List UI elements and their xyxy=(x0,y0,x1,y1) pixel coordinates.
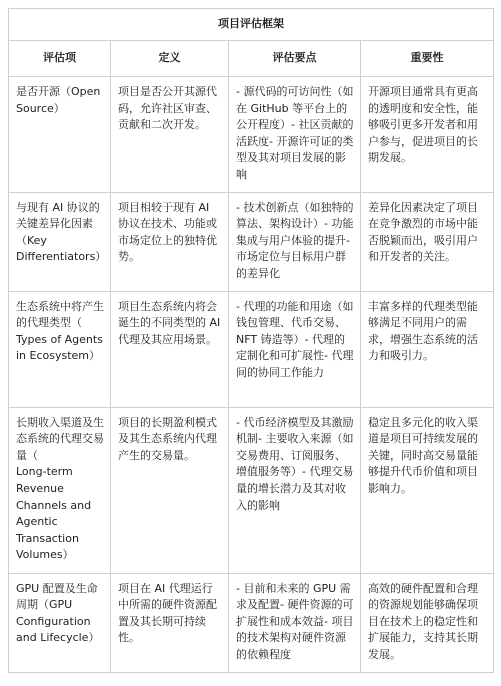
column-header-item: 评估项 xyxy=(9,41,111,77)
column-header-key-points: 评估要点 xyxy=(229,41,361,77)
cell-item: GPU 配置及生命周期（GPU Configuration and Lifecycle） xyxy=(9,573,111,672)
table-row xyxy=(9,77,494,193)
cell-definition: 项目是否公开其源代码，允许社区审查、贡献和二次开发。 xyxy=(111,77,229,193)
cell-definition: 项目相较于现有 AI 协议在技术、功能或市场定位上的独特优势。 xyxy=(111,192,229,291)
cell-key-points: - 源代码的可访问性（如在 GitHub 等平台上的公开程度）- 社区贡献的活跃度- 开源许可证的类型及其对项目发展的影响 xyxy=(229,77,361,193)
cell-key-points: - 代理的功能和用途（如钱包管理、代币交易、NFT 铸造等）- 代理的定制化和可扩展性- 代理间的协同工作能力 xyxy=(229,291,361,407)
column-header-definition: 定义 xyxy=(111,41,229,77)
cell-key-points: - 技术创新点（如独特的算法、架构设计）- 功能集成与用户体验的提升- 市场定位与目标用户群的差异化 xyxy=(229,192,361,291)
table-row xyxy=(9,573,494,672)
table-row xyxy=(9,291,494,407)
evaluation-framework-table xyxy=(8,8,494,673)
cell-item: 长期收入渠道及生态系统的代理交易量（ Long-term Revenue Channels and Agentic Transaction Volumes） xyxy=(9,407,111,573)
evaluation-framework-table-wrapper xyxy=(8,8,493,673)
cell-importance: 开源项目通常具有更高的透明度和安全性，能够吸引更多开发者和用户参与，促进项目的长期发展。 xyxy=(361,77,494,193)
cell-item: 与现有 AI 协议的关键差异化因素（Key Differentiators） xyxy=(9,192,111,291)
cell-key-points: - 代币经济模型及其激励机制- 主要收入来源（如交易费用、订阅服务、增值服务等）- 代理交易量的增长潜力及其对收入的影响 xyxy=(229,407,361,573)
cell-definition: 项目在 AI 代理运行中所需的硬件资源配置及其长期可持续性。 xyxy=(111,573,229,672)
cell-key-points: - 目前和未来的 GPU 需求及配置- 硬件资源的可扩展性和成本效益- 项目的技术架构对硬件资源的依赖程度 xyxy=(229,573,361,672)
cell-importance: 丰富多样的代理类型能够满足不同用户的需求，增强生态系统的活力和吸引力。 xyxy=(361,291,494,407)
cell-importance: 稳定且多元化的收入渠道是项目可持续发展的关键，同时高交易量能够提升代币价值和项目影响力。 xyxy=(361,407,494,573)
table-row xyxy=(9,192,494,291)
cell-importance: 高效的硬件配置和合理的资源规划能够确保项目在技术上的稳定性和扩展能力，支持其长期发展。 xyxy=(361,573,494,672)
cell-item: 是否开源（Open Source） xyxy=(9,77,111,193)
table-header-row xyxy=(9,41,494,77)
cell-importance: 差异化因素决定了项目在竞争激烈的市场中能否脱颖而出，吸引用户和开发者的关注。 xyxy=(361,192,494,291)
cell-definition: 项目生态系统内将会诞生的不同类型的 AI 代理及其应用场景。 xyxy=(111,291,229,407)
table-row xyxy=(9,407,494,573)
cell-definition: 项目的长期盈利模式及其生态系统内代理产生的交易量。 xyxy=(111,407,229,573)
cell-item: 生态系统中将产生的代理类型（ Types of Agents in Ecosystem） xyxy=(9,291,111,407)
table-title-row xyxy=(9,9,494,41)
table-title: 项目评估框架 xyxy=(9,9,494,41)
column-header-importance: 重要性 xyxy=(361,41,494,77)
